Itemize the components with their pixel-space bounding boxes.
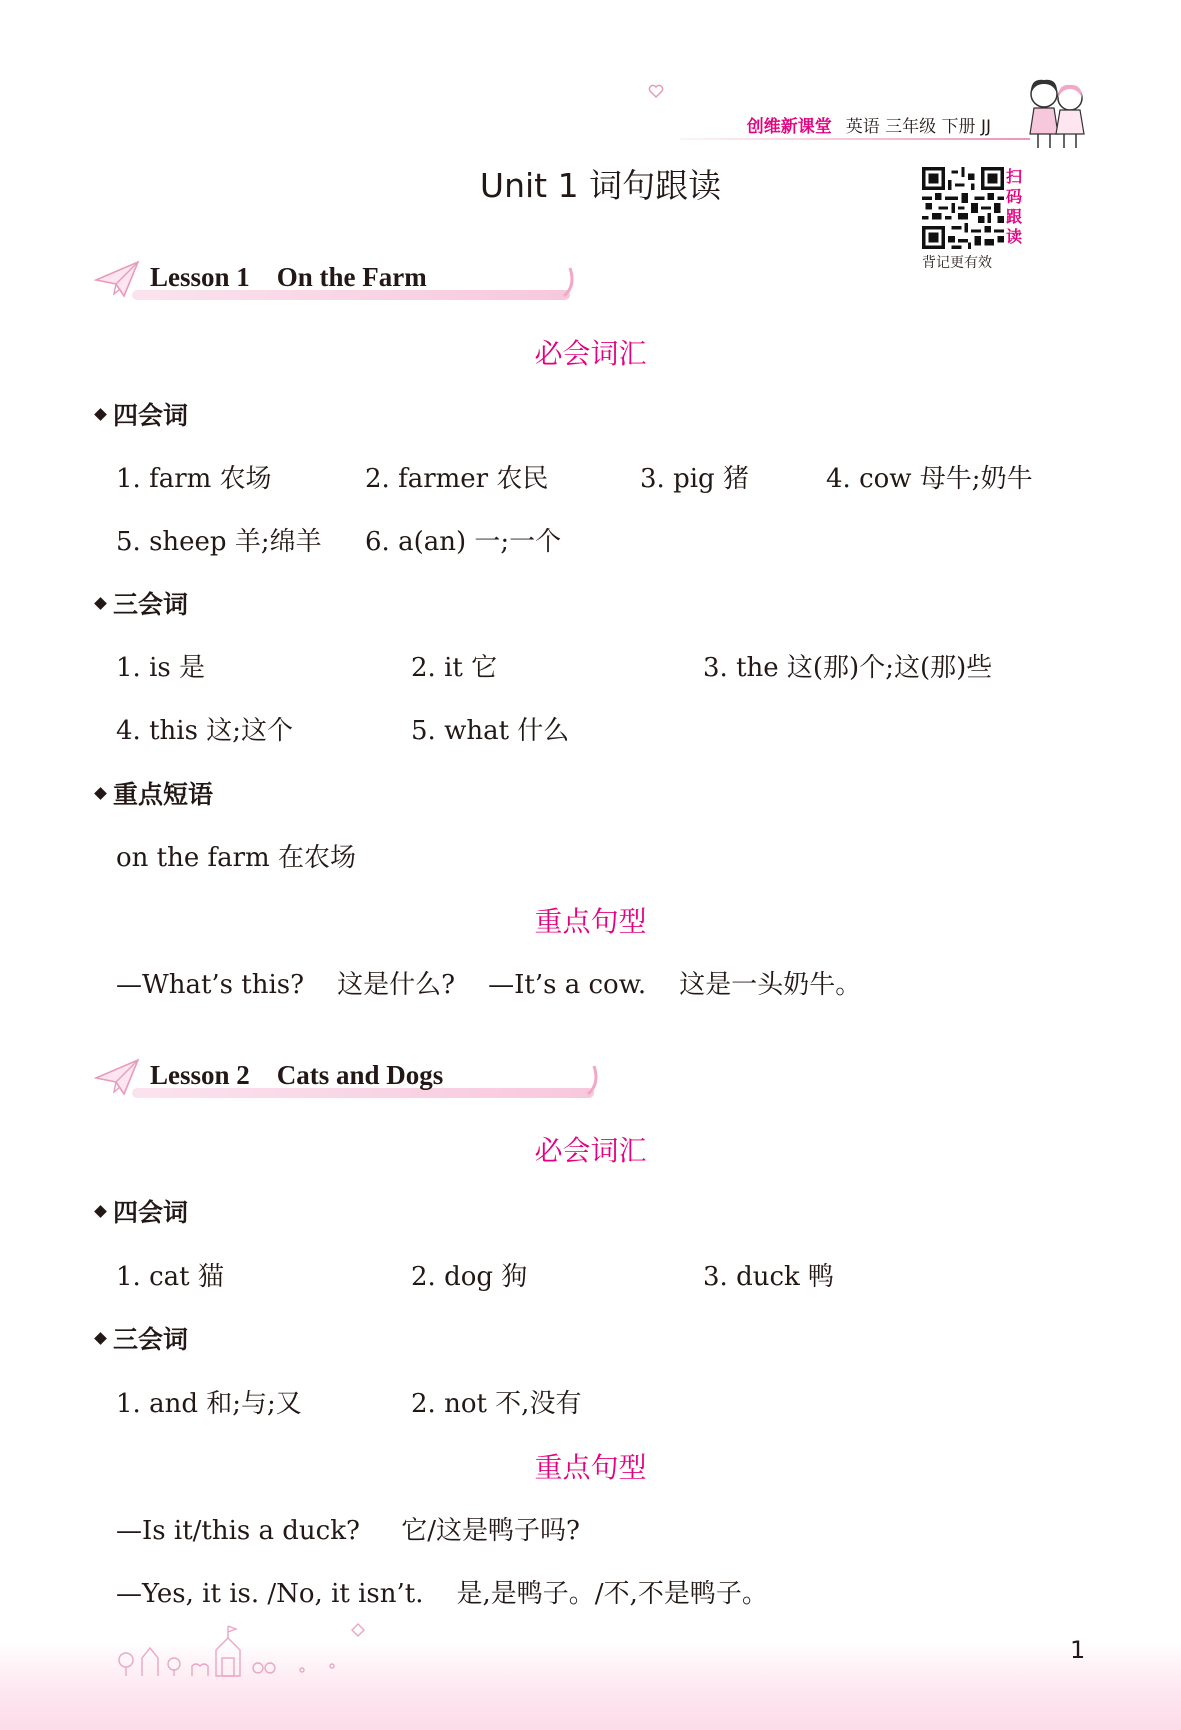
qr-code-icon[interactable]	[922, 167, 1004, 249]
word-item: 2. dog 狗	[411, 1262, 528, 1292]
lesson-2-three-label: 三会词	[96, 1320, 188, 1356]
diamond-bullet-icon	[94, 787, 107, 800]
lesson-1-phrase-label: 重点短语	[96, 775, 213, 811]
word-item: 4. cow 母牛;奶牛	[826, 464, 1033, 494]
diamond-bullet-icon	[94, 408, 107, 421]
word-item: 2. farmer 农民	[365, 464, 549, 494]
word-item: 1. farm 农场	[116, 464, 272, 494]
qr-note: 背记更有效	[922, 255, 992, 271]
lesson-2-four-label: 四会词	[96, 1193, 188, 1229]
brand-name: 创维新课堂	[746, 117, 832, 137]
word-item: 2. not 不,没有	[411, 1389, 582, 1419]
book-info: 英语 三年级 下册 JJ	[845, 117, 991, 137]
word-item: 2. it 它	[411, 653, 498, 683]
word-item: 3. duck 鸭	[703, 1262, 835, 1292]
word-item: 4. this 这;这个	[116, 716, 293, 746]
word-item: 1. cat 猫	[116, 1262, 224, 1292]
word-item: 3. pig 猪	[640, 464, 749, 494]
running-header	[747, 112, 991, 137]
diamond-bullet-icon	[94, 1332, 107, 1345]
sentence-item: —Is it/this a duck? 它/这是鸭子吗?	[116, 1516, 580, 1546]
diamond-bullet-icon	[94, 597, 107, 610]
header-rule	[680, 138, 1030, 140]
diamond-bullet-icon	[94, 1205, 107, 1218]
lesson-1-four-label: 四会词	[96, 396, 188, 432]
lesson-2-sentence-heading: 重点句型	[534, 1451, 647, 1484]
lesson-1-sentence-heading: 重点句型	[534, 905, 647, 938]
word-item: 1. and 和;与;又	[116, 1389, 302, 1419]
lesson-1-title: Lesson 1 On the Farm	[150, 262, 427, 292]
lesson-1-vocab-heading: 必会词汇	[534, 337, 647, 370]
page-number: 1	[1070, 1636, 1086, 1664]
castle-decoration-icon	[112, 1618, 402, 1678]
unit-title: Unit 1 词句跟读	[479, 166, 722, 205]
phrase-item: on the farm 在农场	[116, 843, 356, 873]
lesson-2-vocab-heading: 必会词汇	[534, 1134, 647, 1167]
qr-label: 扫 码 跟 读	[1006, 167, 1023, 246]
girls-illustration-icon	[1020, 72, 1092, 152]
word-item: 3. the 这(那)个;这(那)些	[703, 653, 993, 683]
word-item: 1. is 是	[116, 653, 205, 683]
sentence-item: —Yes, it is. /No, it isn’t. 是,是鸭子。/不,不是鸭子。	[116, 1579, 768, 1609]
sentence-item: —What’s this? 这是什么? —It’s a cow. 这是一头奶牛。	[116, 970, 862, 1000]
heart-icon	[648, 84, 664, 98]
lesson-1-banner	[94, 256, 514, 304]
word-item: 5. what 什么	[411, 716, 570, 746]
lesson-2-banner	[94, 1054, 514, 1102]
band-curl-icon	[584, 1062, 602, 1096]
word-item: 6. a(an) 一;一个	[365, 527, 562, 557]
lesson-1-three-label: 三会词	[96, 585, 188, 621]
word-item: 5. sheep 羊;绵羊	[116, 527, 322, 557]
lesson-2-title: Lesson 2 Cats and Dogs	[150, 1060, 444, 1090]
band-curl-icon	[560, 264, 578, 298]
